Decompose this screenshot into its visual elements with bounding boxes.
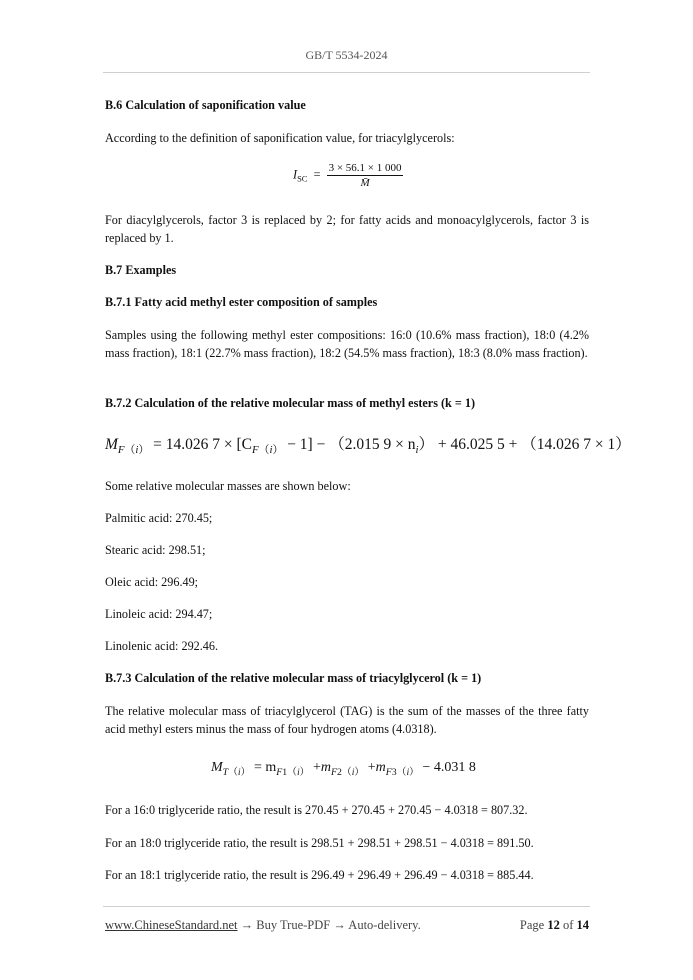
b71-text: Samples using the following methyl ester compositions: 16:0 (10.6% mass fraction), 18:0 (4.2% mass fraction), 18:1 (22.7% mass fraction), 18:2 (54.5% mass fraction), 18:3 (8.0% mass fraction). <box>105 328 589 360</box>
isc-symbol: I <box>293 167 298 182</box>
current-page: 12 <box>547 918 560 932</box>
result-line: For an 18:1 triglyceride ratio, the result is 296.49 + 296.49 + 296.49 − 4.0318 = 885.44. <box>105 868 534 882</box>
saponification-equation <box>293 162 403 189</box>
isc-numerator: 3 × 56.1 × 1 000 <box>328 162 402 174</box>
header-divider <box>103 72 590 73</box>
heading-b73: B.7.3 Calculation of the relative molecular mass of triacylglycerol (k = 1) <box>105 671 482 685</box>
acid-item: Linoleic acid: 294.47; <box>105 607 213 621</box>
footer-source <box>105 918 421 933</box>
heading-b71: B.7.1 Fatty acid methyl ester composition of samples <box>105 295 378 309</box>
methyl-ester-equation: $M_{F(i)} = 14.026$ $7 \times [C_{F(i)} - 1] - (2.015$ $9 \times n_i) + 46.025$ 5 + （14.026 7 × 1） <box>105 436 631 457</box>
mf-equation-end: ） + 46.025 5 + （14.026 7 × 1） <box>418 436 631 453</box>
heading-b6: B.6 Calculation of saponification value <box>105 98 306 112</box>
page-number: Page 12 of 14 <box>519 918 589 932</box>
isc-subscript: SC <box>297 173 308 184</box>
mt-equation-body: = m <box>253 760 277 775</box>
isc-denominator: M̄ <box>360 177 370 189</box>
total-pages: 14 <box>576 918 589 932</box>
heading-b7: B.7 Examples <box>105 263 177 277</box>
triacylglycerol-equation: $M_{T(i)} = m_{F1(i)} +m_{F2(i)} +m_{F3(i)} - 4.031$ 8 <box>211 760 476 778</box>
b72-intro: Some relative molecular masses are shown below: <box>105 479 351 493</box>
footer-tagline: → Buy True-PDF → Auto-delivery. <box>237 918 421 932</box>
acid-item: Palmitic acid: 270.45; <box>105 511 213 525</box>
b6-note: For diacylglycerols, factor 3 is replaced by 2; for fatty acids and monoacylglycerols, factor 3 is replaced by 1. <box>105 213 589 245</box>
acid-item: Stearic acid: 298.51; <box>105 543 206 557</box>
result-line: For an 18:0 triglyceride ratio, the result is 298.51 + 298.51 + 298.51 − 4.0318 = 891.50. <box>105 836 534 850</box>
mt-equation-tail: − 4.031 8 <box>422 760 476 775</box>
site-link[interactable]: www.ChineseStandard.net <box>105 918 238 932</box>
footer-divider <box>103 906 590 907</box>
mf-equation-tail: − 1] − （2.015 9 × n <box>283 436 416 453</box>
b73-text: The relative molecular mass of triacylglycerol (TAG) is the sum of the masses of the three fatty acid methyl esters minus the mass of four hydrogen atoms (4.0318). <box>105 704 589 736</box>
mf-equation-body: = 14.026 7 × [C <box>153 436 252 453</box>
heading-b72: B.7.2 Calculation of the relative molecular mass of methyl esters (k = 1) <box>105 396 476 410</box>
acid-item: Linolenic acid: 292.46. <box>105 639 219 653</box>
page-header: GB/T 5534-2024 <box>305 48 388 62</box>
result-line: For a 16:0 triglyceride ratio, the result is 270.45 + 270.45 + 270.45 − 4.0318 = 807.32. <box>105 803 528 817</box>
mf-symbol: M <box>105 436 118 453</box>
equals-sign: = <box>310 167 324 182</box>
acid-item: Oleic acid: 296.49; <box>105 575 199 589</box>
b6-intro: According to the definition of saponification value, for triacylglycerols: <box>105 131 455 145</box>
isc-fraction <box>327 162 404 189</box>
